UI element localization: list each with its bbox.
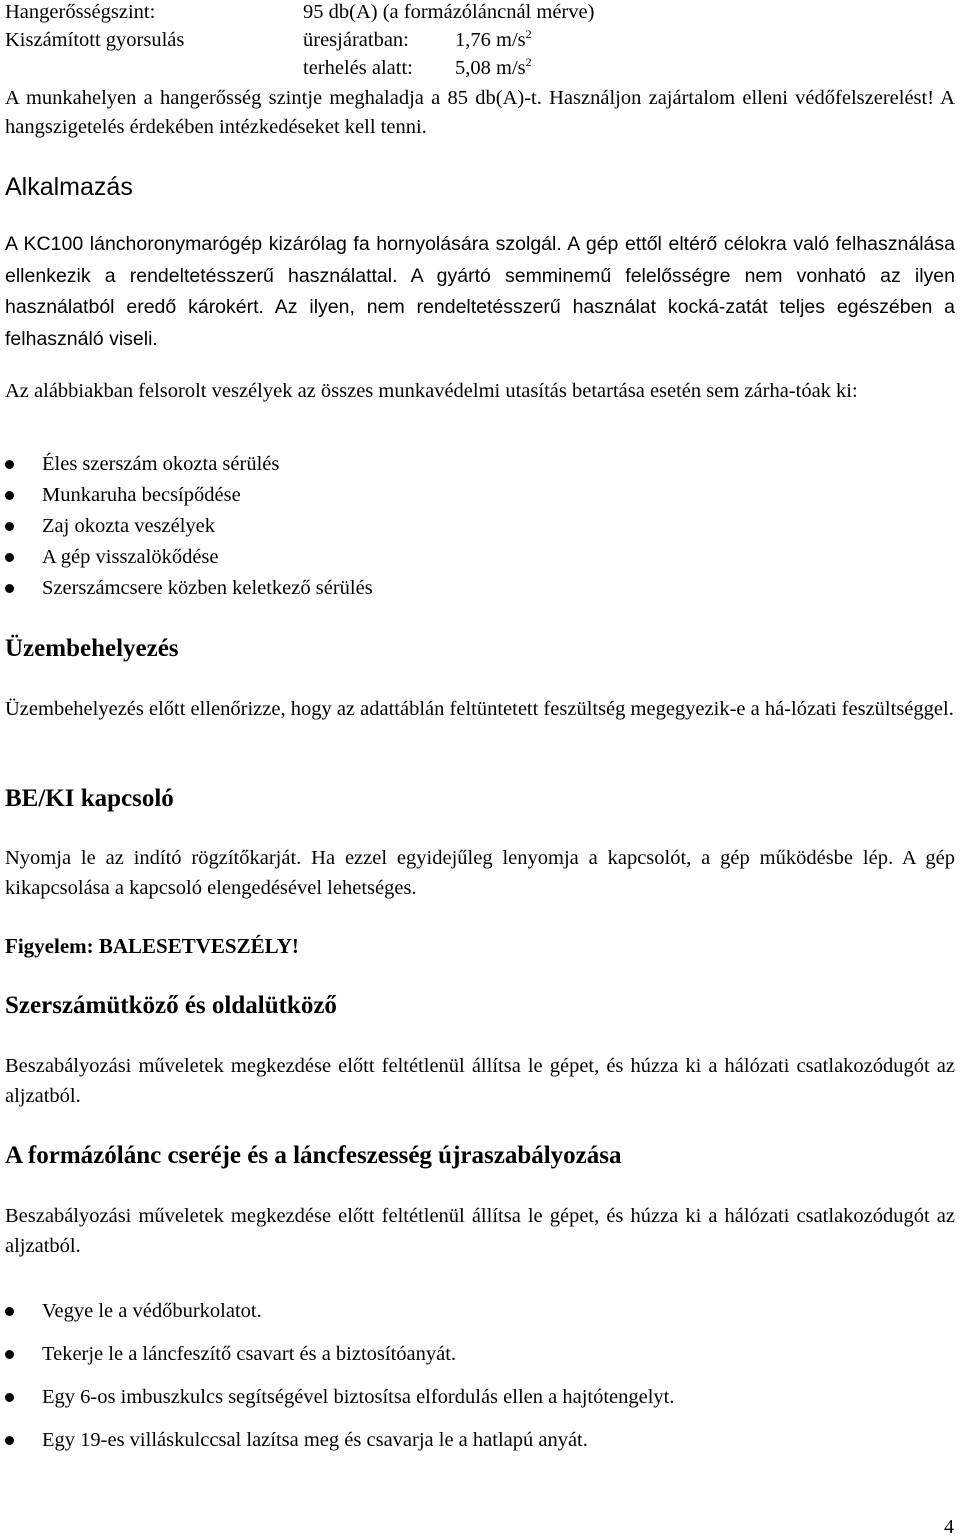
section-title-stop: Szerszámütköző és oldalütköző — [5, 992, 337, 1019]
list-item: Éles szerszám okozta sérülés — [5, 449, 955, 480]
bullet-icon — [5, 522, 14, 531]
load-exponent: 2 — [525, 55, 532, 70]
chain-paragraph: Beszabályozási műveletek megkezdése előtt feltétlenül állítsa le gépet, és húzza ki a hálózati csatlakozódugót az aljzatból. — [5, 1205, 955, 1257]
stop-paragraph: Beszabályozási műveletek megkezdése előtt feltétlenül állítsa le gépet, és húzza ki a hálózati csatlakozódugót az aljzatból. — [5, 1055, 955, 1107]
bullet-icon — [5, 1393, 14, 1402]
page-number: 4 — [944, 1516, 954, 1538]
list-item: Egy 19-es villáskulccsal lazítsa meg és csavarja le a hatlapú anyát. — [5, 1419, 955, 1462]
idle-exponent: 2 — [525, 27, 532, 42]
noise-value: 95 db(A) (a formázóláncnál mérve) — [303, 1, 595, 23]
bullet-icon — [5, 1307, 14, 1316]
list-item: Szerszámcsere közben keletkező sérülés — [5, 573, 955, 604]
section-title-uzembehelyezes: Üzembehelyezés — [5, 635, 179, 662]
chain-steps-list — [5, 1290, 955, 1462]
bullet-icon — [5, 1350, 14, 1359]
bullet-icon — [5, 584, 14, 593]
alkalmazas-paragraph: A KC100 lánchoronymarógép kizárólag fa hornyolására szolgál. A gép ettől eltérő célokra való felhasználása ellenkezik a rendeltetésszerű használattal. A gyártó semminemű felelősségre nem vonható az ilyen használatból eredő károkért. Az ilyen, nem rendeltetésszerű használat kocká-zatát teljes egészében a felhasználó viseli. — [5, 233, 955, 350]
load-label: terhelés alatt: — [303, 57, 413, 79]
list-item: Egy 6-os imbuszkulcs segítségével biztosítsa elfordulás ellen a hajtótengelyt. — [5, 1376, 955, 1419]
section-title-chain: A formázólánc cseréje és a láncfeszesség újraszabályozása — [5, 1142, 622, 1169]
switch-paragraph: Nyomja le az indító rögzítőkarját. Ha ezzel egyidejűleg lenyomja a kapcsolót, a gép működésbe lép. A gép kikapcsolása a kapcsoló elengedésével lehetséges. — [5, 847, 955, 899]
load-value: 5,08 m/s — [455, 57, 526, 79]
bullet-icon — [5, 491, 14, 500]
uzembehelyezes-paragraph: Üzembehelyezés előtt ellenőrizze, hogy az adattáblán feltüntetett feszültség megegyezik-e a há-lózati feszültséggel. — [5, 698, 954, 720]
bullet-icon — [5, 553, 14, 562]
section-title-switch: BE/KI kapcsoló — [5, 785, 174, 812]
list-item: Zaj okozta veszélyek — [5, 511, 955, 542]
list-item: Tekerje le a láncfeszítő csavart és a biztosítóanyát. — [5, 1333, 955, 1376]
noise-label: Hangerősségszint: — [5, 1, 156, 23]
list-item: Vegye le a védőburkolatot. — [5, 1290, 955, 1333]
warning-text: Figyelem: BALESETVESZÉLY! — [5, 934, 299, 958]
idle-spec — [303, 27, 532, 52]
list-item: A gép visszalökődése — [5, 542, 955, 573]
accel-label: Kiszámított gyorsulás — [5, 29, 185, 51]
idle-value: 1,76 m/s — [455, 29, 526, 51]
hazards-intro: Az alábbiakban felsorolt veszélyek az összes munkavédelmi utasítás betartása esetén sem zárha-tóak ki: — [5, 380, 858, 402]
idle-label: üresjáratban: — [303, 29, 409, 51]
intro-paragraph: A munkahelyen a hangerősség szintje meghaladja a 85 db(A)-t. Használjon zajártalom elleni védőfelszerelést! A hangszigetelés érdekében intézkedéseket kell tenni. — [5, 87, 955, 138]
load-spec — [303, 55, 532, 80]
section-title-alkalmazas: Alkalmazás — [5, 173, 133, 201]
list-item: Munkaruha becsípődése — [5, 480, 955, 511]
bullet-icon — [5, 1436, 14, 1445]
hazard-list — [5, 449, 955, 604]
bullet-icon — [5, 460, 14, 469]
